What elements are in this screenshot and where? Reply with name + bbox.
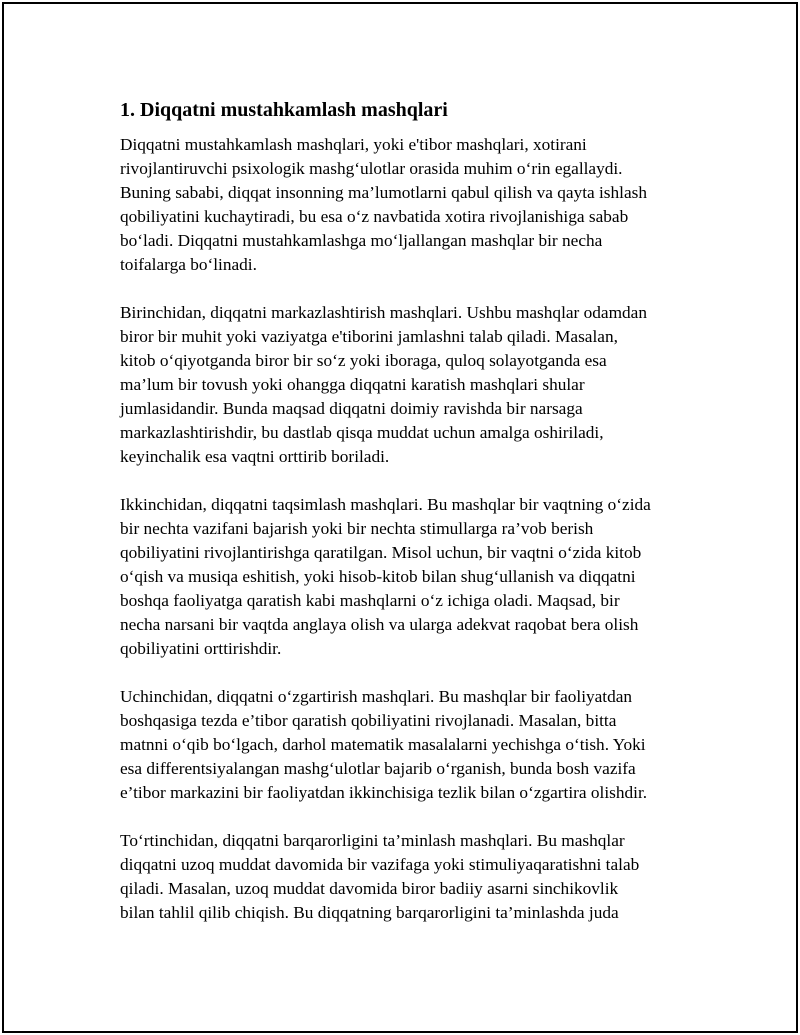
text-line: qobiliyatini orttirishdir. [120, 639, 282, 658]
text-line: Diqqatni mustahkamlash mashqlari, yoki e'tibor mashqlari, xotirani [120, 135, 587, 154]
text-line: boshqa faoliyatga qaratish kabi mashqlarni o‘z ichiga oladi. Maqsad, bir [120, 591, 620, 610]
paragraph-first [120, 301, 720, 469]
text-line: toifalarga bo‘linadi. [120, 255, 257, 274]
paragraph-fourth [120, 829, 720, 925]
text-line: necha narsani bir vaqtda anglaya olish va ularga adekvat raqobat bera olish [120, 615, 639, 634]
text-line: Birinchidan, diqqatni markazlashtirish mashqlari. Ushbu mashqlar odamdan [120, 303, 647, 322]
text-line: bo‘ladi. Diqqatni mustahkamlashga mo‘ljallangan mashqlar bir necha [120, 231, 603, 250]
section-heading: 1. Diqqatni mustahkamlash mashqlari [120, 99, 448, 121]
page-frame [2, 2, 798, 1033]
text-line: kitob o‘qiyotganda biror bir so‘z yoki iboraga, quloq solayotganda esa [120, 351, 607, 370]
text-line: e’tibor markazini bir faoliyatdan ikkinchisiga tezlik bilan o‘zgartira olishdir. [120, 783, 648, 802]
paragraph-third [120, 685, 720, 805]
text-line: matnni o‘qib bo‘lgach, darhol matematik masalalarni yechishga o‘tish. Yoki [120, 735, 646, 754]
text-line: biror bir muhit yoki vaziyatga e'tiborini jamlashni talab qiladi. Masalan, [120, 327, 618, 346]
text-line: Buning sababi, diqqat insonning ma’lumotlarni qabul qilish va qayta ishlash [120, 183, 648, 202]
paragraph-intro [120, 133, 720, 277]
text-line: boshqasiga tezda e’tibor qaratish qobiliyatini rivojlanadi. Masalan, bitta [120, 711, 617, 730]
text-line: Uchinchidan, diqqatni o‘zgartirish mashqlari. Bu mashqlar bir faoliyatdan [120, 687, 633, 706]
text-line: bilan tahlil qilib chiqish. Bu diqqatning barqarorligini ta’minlashda juda [120, 903, 619, 922]
document-body [120, 97, 720, 949]
text-line: qobiliyatini rivojlantirishga qaratilgan. Misol uchun, bir vaqtni o‘zida kitob [120, 543, 642, 562]
text-line: jumlasidandir. Bunda maqsad diqqatni doimiy ravishda bir narsaga [120, 399, 583, 418]
text-line: rivojlantiruvchi psixologik mashg‘ulotlar orasida muhim o‘rin egallaydi. [120, 159, 623, 178]
text-line: To‘rtinchidan, diqqatni barqarorligini ta’minlash mashqlari. Bu mashqlar [120, 831, 625, 850]
text-line: qobiliyatini kuchaytiradi, bu esa o‘z navbatida xotira rivojlanishiga sabab [120, 207, 629, 226]
text-line: ma’lum bir tovush yoki ohangga diqqatni karatish mashqlari shular [120, 375, 585, 394]
text-line: bir nechta vazifani bajarish yoki bir nechta stimullarga ra’vob berish [120, 519, 594, 538]
text-line: markazlashtirishdir, bu dastlab qisqa muddat uchun amalga oshiriladi, [120, 423, 604, 442]
text-line: o‘qish va musiqa eshitish, yoki hisob-kitob bilan shug‘ullanish va diqqatni [120, 567, 636, 586]
text-line: diqqatni uzoq muddat davomida bir vazifaga yoki stimuliyaqaratishni talab [120, 855, 640, 874]
paragraph-second [120, 493, 720, 661]
text-line: Ikkinchidan, diqqatni taqsimlash mashqlari. Bu mashqlar bir vaqtning o‘zida [120, 495, 651, 514]
text-line: keyinchalik esa vaqtni orttirib boriladi. [120, 447, 390, 466]
text-line: esa differentsiyalangan mashg‘ulotlar bajarib o‘rganish, bunda bosh vazifa [120, 759, 636, 778]
text-line: qiladi. Masalan, uzoq muddat davomida biror badiiy asarni sinchikovlik [120, 879, 619, 898]
